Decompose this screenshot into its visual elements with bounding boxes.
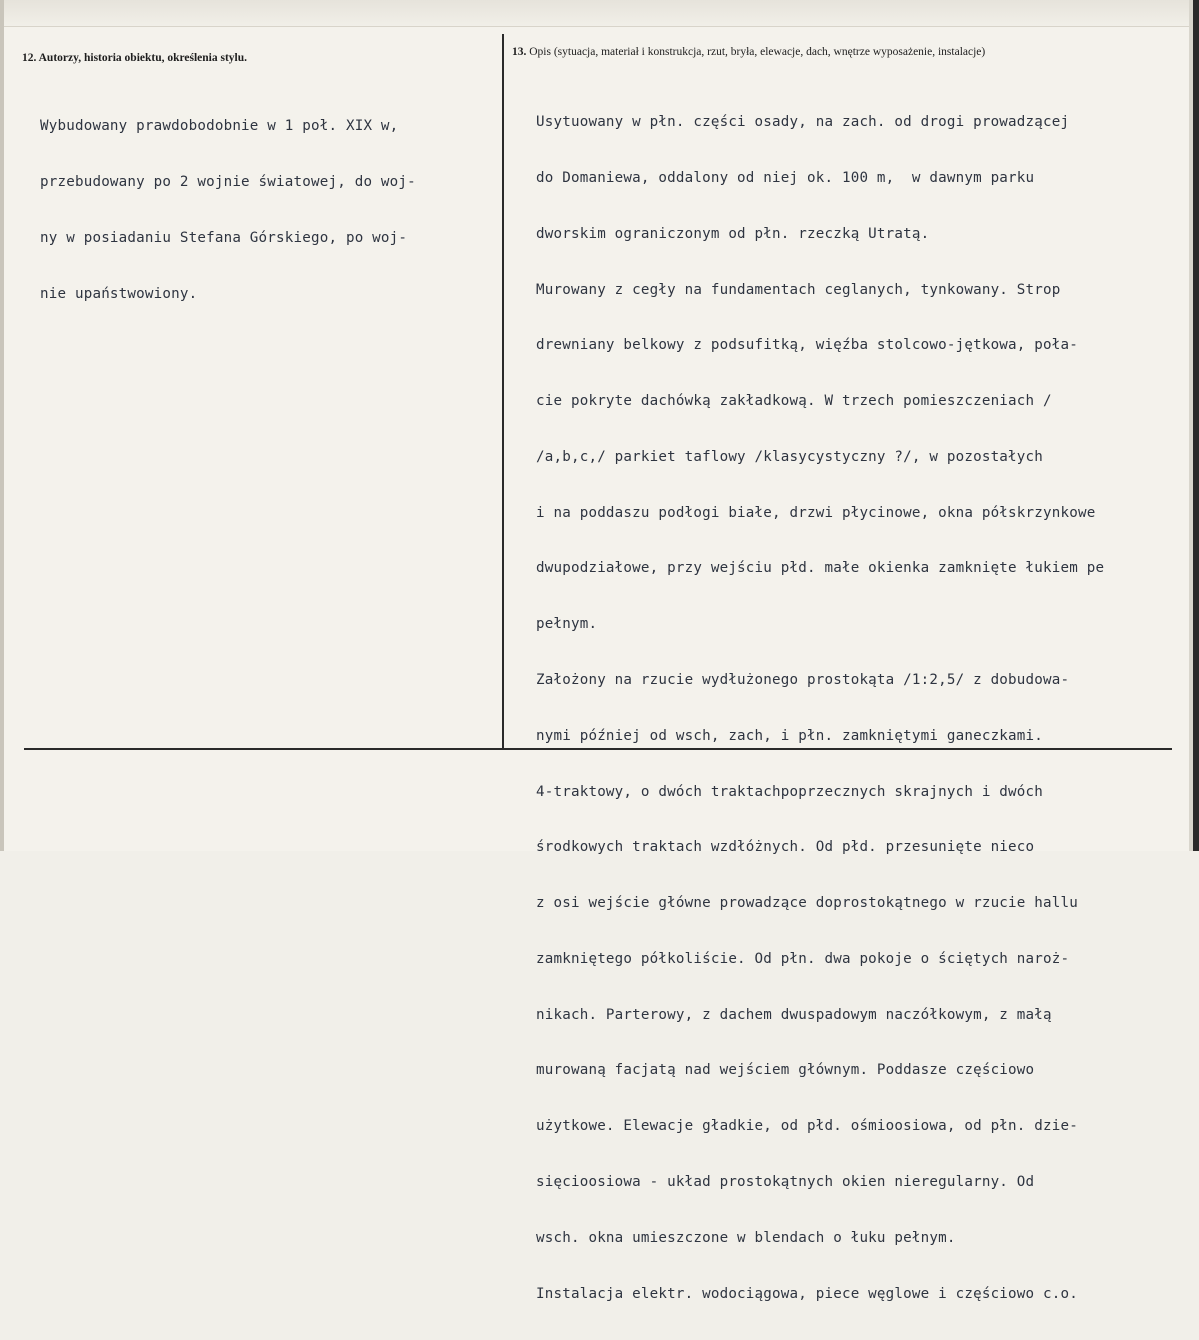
section-12-body <box>40 80 416 340</box>
section-13-line: i na poddaszu podłogi białe, drzwi płycinowe, okna półskrzynkowe <box>536 504 1096 521</box>
section-13-line: nymi później od wsch, zach, i płn. zamkniętymi ganeczkami. <box>536 727 1044 744</box>
section-13-line: z osi wejście główne prowadzące doprostokątnego w rzucie hallu <box>536 895 1078 912</box>
section-13-line: /a,b,c,/ parkiet taflowy /klasycystyczny ?/, w pozostałych <box>536 448 1044 465</box>
section-13-line: drewniany belkowy z podsufitką, więźba stolcowo-jętkowa, poła- <box>536 337 1078 354</box>
section-13-heading <box>512 46 985 58</box>
section-13-line: użytkowe. Elewacje gładkie, od płd. ośmioosiowa, od płn. dzie- <box>536 1118 1078 1135</box>
section-13-body <box>536 76 1104 1340</box>
page-left-edge <box>0 0 4 851</box>
section-13-line: murowaną facjatą nad wejściem głównym. Poddasze częściowo <box>536 1062 1035 1079</box>
section-12-heading <box>22 52 247 64</box>
section-13-line: sięcioosiowa - układ prostokątnych okien nieregularny. Od <box>536 1174 1035 1191</box>
section-13-line: dworskim ograniczonym od płn. rzeczką Utratą. <box>536 225 930 242</box>
section-13-line: Murowany z cegły na fundamentach ceglanych, tynkowany. Strop <box>536 281 1061 298</box>
section-13-line: dwupodziałowe, przy wejściu płd. małe okienka zamknięte łukiem pe <box>536 560 1105 577</box>
column-divider <box>502 34 504 750</box>
section-12-line: nie upaństwowiony. <box>40 285 198 302</box>
section-13-number: 13. <box>512 46 527 58</box>
section-13-line: środkowych traktach wzdłóżnych. Od płd. przesunięte nieco <box>536 839 1035 856</box>
section-13-line: Usytuowany w płn. części osady, na zach. od drogi prowadzącej <box>536 114 1070 131</box>
section-12-line: przebudowany po 2 wojnie światowej, do woj- <box>40 173 416 190</box>
section-13-line: zamkniętego półkoliście. Od płn. dwa pokoje o ściętych naroż- <box>536 950 1070 967</box>
page-right-edge <box>1193 0 1199 851</box>
page-top-edge <box>0 0 1199 27</box>
section-12-line: Wybudowany prawdobodobnie w 1 poł. XIX w, <box>40 118 399 135</box>
section-12-number: 12. <box>22 52 37 64</box>
section-13-line: Instalacja elektr. wodociągowa, piece węglowe i częściowo c.o. <box>536 1285 1078 1302</box>
section-13-line: cie pokryte dachówką zakładkową. W trzech pomieszczeniach / <box>536 393 1052 410</box>
section-13-line: pełnym. <box>536 616 598 633</box>
section-13-line: 4-traktowy, o dwóch traktachpoprzecznych skrajnych i dwóch <box>536 783 1044 800</box>
section-13-line: nikach. Parterowy, z dachem dwuspadowym naczółkowym, z małą <box>536 1006 1052 1023</box>
section-12-line: ny w posiadaniu Stefana Górskiego, po woj- <box>40 229 408 246</box>
section-12-title: Autorzy, historia obiektu, określenia stylu. <box>38 52 248 64</box>
section-13-line: do Domaniewa, oddalony od niej ok. 100 m, w dawnym parku <box>536 169 1035 186</box>
section-13-line: wsch. okna umieszczone w blendach o łuku pełnym. <box>536 1229 956 1246</box>
section-13-line: Założony na rzucie wydłużonego prostokąta /1:2,5/ z dobudowa- <box>536 672 1070 688</box>
section-13-title: Opis (sytuacja, materiał i konstrukcja, rzut, bryła, elewacje, dach, wnętrze wyposażenie, instalacje) <box>529 46 986 58</box>
